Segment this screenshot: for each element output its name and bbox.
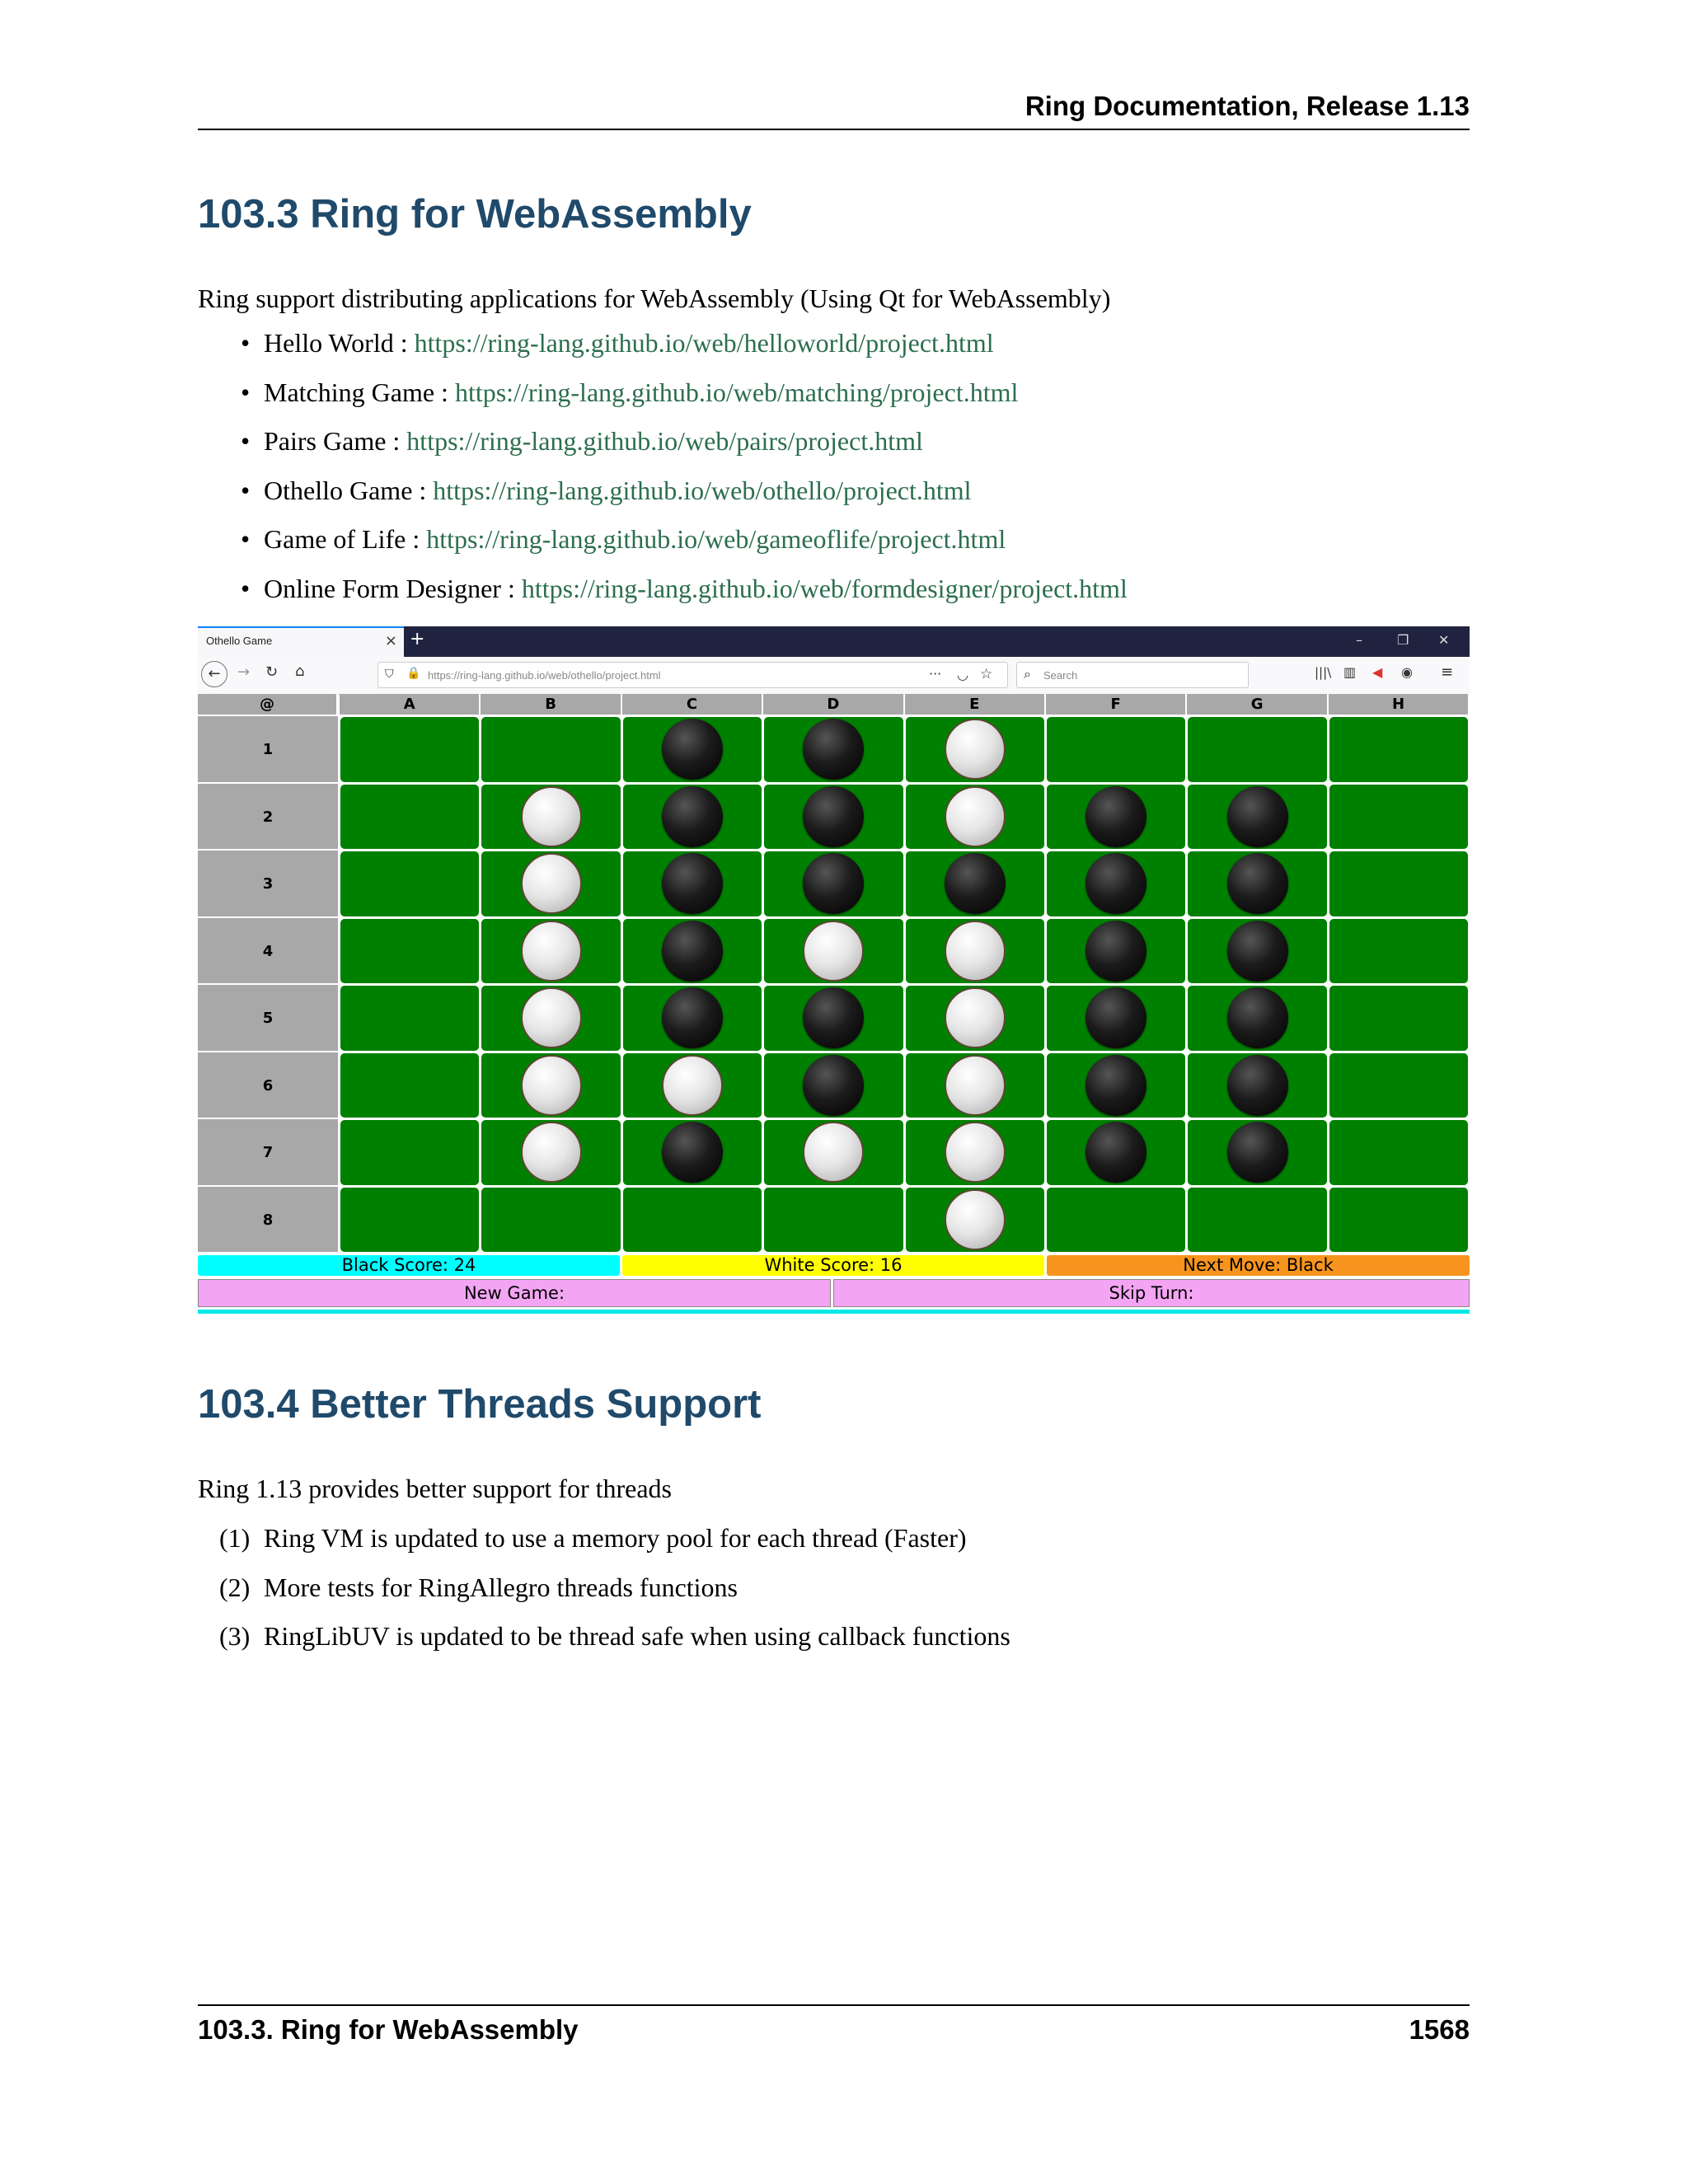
formdesigner-link[interactable]: https://ring-lang.github.io/web/formdesigner/project.html: [521, 573, 1128, 603]
board-cell-h4[interactable]: [1329, 919, 1468, 984]
page-number: 1568: [1409, 2014, 1470, 2045]
helloworld-link[interactable]: https://ring-lang.github.io/web/helloworld/project.html: [414, 328, 994, 358]
board-cell-c2[interactable]: [623, 785, 762, 850]
white-disc: [662, 1055, 723, 1116]
bottom-accent-line: [198, 1310, 1470, 1314]
column-header-a: A: [340, 694, 481, 715]
window-close-icon[interactable]: ✕: [1438, 632, 1450, 648]
library-icon[interactable]: |||\: [1315, 665, 1332, 680]
board-cell-a4[interactable]: [340, 919, 479, 984]
board-cell-b1[interactable]: [481, 717, 620, 782]
white-disc: [945, 1122, 1006, 1183]
board-cell-e7[interactable]: [906, 1120, 1044, 1185]
pocket-icon[interactable]: ◡: [957, 667, 968, 682]
webassembly-intro: Ring support distributing applications for WebAssembly (Using Qt for WebAssembly): [198, 284, 1111, 313]
address-bar[interactable]: [377, 662, 1008, 688]
black-disc: [803, 719, 864, 780]
list-item: • Online Form Designer : https://ring-lang.github.io/web/formdesigner/project.html: [241, 573, 1128, 603]
board-cell-b3[interactable]: [481, 851, 620, 916]
row-header-1: 1: [198, 716, 338, 784]
search-box[interactable]: [1016, 662, 1249, 688]
pairs-link[interactable]: https://ring-lang.github.io/web/pairs/project.html: [406, 426, 923, 456]
board-cell-c5[interactable]: [623, 986, 762, 1051]
board-cell-e3[interactable]: [906, 851, 1044, 916]
board-cell-h3[interactable]: [1329, 851, 1468, 916]
list-item: (2) More tests for RingAllegro threads functions: [219, 1572, 738, 1602]
threads-list: [198, 1523, 1010, 1671]
board-cell-g4[interactable]: [1188, 919, 1326, 984]
board-cell-a5[interactable]: [340, 986, 479, 1051]
board-cell-c7[interactable]: [623, 1120, 762, 1185]
board-cell-d4[interactable]: [764, 919, 903, 984]
row-header-2: 2: [198, 784, 338, 851]
white-disc: [803, 1122, 864, 1183]
forward-icon[interactable]: →: [237, 663, 251, 681]
board-cell-h1[interactable]: [1329, 717, 1468, 782]
bullet-icon: •: [241, 475, 251, 505]
sidebar-icon[interactable]: ▥: [1343, 664, 1357, 680]
browser-tab[interactable]: [198, 626, 404, 657]
board-cell-d5[interactable]: [764, 986, 903, 1051]
board-cell-b4[interactable]: [481, 919, 620, 984]
board-cell-d7[interactable]: [764, 1120, 903, 1185]
list-item: • Matching Game : https://ring-lang.github.io/web/matching/project.html: [241, 377, 1019, 407]
column-header-b: B: [481, 694, 621, 715]
bookmark-star-icon[interactable]: ☆: [980, 666, 993, 682]
bullet-icon: •: [241, 573, 251, 603]
board-cell-b7[interactable]: [481, 1120, 620, 1185]
board-cell-a3[interactable]: [340, 851, 479, 916]
menu-icon[interactable]: ≡: [1441, 663, 1454, 681]
bullet-icon: •: [241, 377, 251, 407]
row-header-6: 6: [198, 1052, 338, 1120]
row-header-8: 8: [198, 1187, 338, 1254]
home-icon[interactable]: ⌂: [295, 663, 305, 680]
board-cell-d3[interactable]: [764, 851, 903, 916]
board-cell-f3[interactable]: [1047, 851, 1185, 916]
board-cell-c3[interactable]: [623, 851, 762, 916]
board-cell-f1[interactable]: [1047, 717, 1185, 782]
black-disc: [1227, 786, 1288, 847]
black-disc: [803, 786, 864, 847]
minimize-icon[interactable]: –: [1356, 632, 1362, 648]
black-disc: [803, 987, 864, 1048]
list-item: • Hello World : https://ring-lang.github.io/web/helloworld/project.html: [241, 328, 994, 358]
skip-turn-button[interactable]: Skip Turn:: [833, 1279, 1470, 1307]
board-cell-h5[interactable]: [1329, 986, 1468, 1051]
othello-screenshot: [198, 626, 1470, 1314]
black-disc: [1085, 786, 1146, 847]
new-game-button[interactable]: New Game:: [198, 1279, 831, 1307]
black-score: Black Score: 24: [198, 1255, 620, 1276]
board-cell-h6[interactable]: [1329, 1053, 1468, 1118]
shield-icon: ⛉: [385, 668, 394, 681]
board-cell-e2[interactable]: [906, 785, 1044, 850]
black-disc: [1227, 921, 1288, 982]
black-disc: [1085, 1055, 1146, 1116]
board-cell-g2[interactable]: [1188, 785, 1326, 850]
bullet-icon: •: [241, 524, 251, 554]
new-tab-icon[interactable]: +: [410, 629, 425, 649]
board-cell-e4[interactable]: [906, 919, 1044, 984]
more-icon[interactable]: ···: [929, 666, 942, 682]
board-cell-e5[interactable]: [906, 986, 1044, 1051]
browser-nav-bar: [198, 657, 1470, 695]
next-move: Next Move: Black: [1047, 1255, 1470, 1276]
board-cell-e6[interactable]: [906, 1053, 1044, 1118]
tab-title: Othello Game: [206, 635, 273, 647]
board-cell-f6[interactable]: [1047, 1053, 1185, 1118]
board-cell-g8[interactable]: [1188, 1188, 1326, 1253]
corner-header: @: [198, 694, 338, 715]
black-disc: [662, 719, 723, 780]
page-header: [198, 91, 1470, 130]
page-footer: [198, 2004, 1470, 2046]
list-item: • Game of Life : https://ring-lang.github.io/web/gameoflife/project.html: [241, 524, 1006, 554]
threads-intro: Ring 1.13 provides better support for threads: [198, 1474, 672, 1503]
othello-link[interactable]: https://ring-lang.github.io/web/othello/project.html: [433, 475, 972, 505]
white-disc: [521, 1055, 582, 1116]
notification-icon[interactable]: ◀: [1372, 664, 1383, 680]
list-item: (1) Ring VM is updated to use a memory pool for each thread (Faster): [219, 1523, 967, 1553]
board-cell-a1[interactable]: [340, 717, 479, 782]
white-disc: [521, 1122, 582, 1183]
column-header-d: D: [763, 694, 904, 715]
board-cell-h2[interactable]: [1329, 785, 1468, 850]
row-header-5: 5: [198, 985, 338, 1052]
board-cell-c4[interactable]: [623, 919, 762, 984]
black-disc: [1085, 1122, 1146, 1183]
board-cell-b8[interactable]: [481, 1188, 620, 1253]
black-disc: [1085, 987, 1146, 1048]
board-cell-f7[interactable]: [1047, 1120, 1185, 1185]
board-cell-g7[interactable]: [1188, 1120, 1326, 1185]
board-cell-g3[interactable]: [1188, 851, 1326, 916]
board-cell-a7[interactable]: [340, 1120, 479, 1185]
white-score: White Score: 16: [622, 1255, 1044, 1276]
board-cell-c1[interactable]: [623, 717, 762, 782]
board-cell-h7[interactable]: [1329, 1120, 1468, 1185]
board-cell-e8[interactable]: [906, 1188, 1044, 1253]
white-disc: [803, 921, 864, 982]
black-disc: [1227, 1055, 1288, 1116]
matching-link[interactable]: https://ring-lang.github.io/web/matching/project.html: [454, 377, 1019, 407]
white-disc: [945, 921, 1006, 982]
row-header-4: 4: [198, 918, 338, 986]
black-disc: [662, 921, 723, 982]
board-cell-f8[interactable]: [1047, 1188, 1185, 1253]
black-disc: [662, 786, 723, 847]
running-title: Ring Documentation, Release 1.13: [1025, 91, 1470, 121]
black-disc: [1085, 853, 1146, 914]
black-disc: [1227, 987, 1288, 1048]
board-cell-d1[interactable]: [764, 717, 903, 782]
black-disc: [662, 853, 723, 914]
bullet-icon: •: [241, 426, 251, 456]
browser-tab-bar: [198, 626, 1470, 657]
board-cell-a6[interactable]: [340, 1053, 479, 1118]
black-disc: [803, 1055, 864, 1116]
column-header-e: E: [905, 694, 1046, 715]
column-header-g: G: [1187, 694, 1328, 715]
address-text: https://ring-lang.github.io/web/othello/project.html: [428, 669, 661, 682]
board-cell-g5[interactable]: [1188, 986, 1326, 1051]
board-cell-d8[interactable]: [764, 1188, 903, 1253]
column-header-f: F: [1046, 694, 1187, 715]
gameoflife-link[interactable]: https://ring-lang.github.io/web/gameoflife/project.html: [426, 524, 1006, 554]
bullet-icon: •: [241, 328, 251, 358]
board-cell-b5[interactable]: [481, 986, 620, 1051]
black-disc: [662, 1122, 723, 1183]
list-item: (3) RingLibUV is updated to be thread safe when using callback functions: [219, 1621, 1010, 1651]
board-cell-d6[interactable]: [764, 1053, 903, 1118]
black-disc: [1085, 921, 1146, 982]
list-item: • Pairs Game : https://ring-lang.github.io/web/pairs/project.html: [241, 426, 923, 456]
black-disc: [662, 987, 723, 1048]
white-disc: [945, 1055, 1006, 1116]
white-disc: [521, 786, 582, 847]
board-cell-f2[interactable]: [1047, 785, 1185, 850]
search-placeholder: Search: [1043, 669, 1078, 682]
board-cell-a2[interactable]: [340, 785, 479, 850]
white-disc: [945, 987, 1006, 1048]
close-icon[interactable]: ×: [384, 632, 397, 649]
white-disc: [945, 719, 1006, 780]
board-cell-e1[interactable]: [906, 717, 1044, 782]
black-disc: [1227, 853, 1288, 914]
white-disc: [521, 853, 582, 914]
account-icon[interactable]: ◉: [1401, 664, 1413, 680]
board-cell-b6[interactable]: [481, 1053, 620, 1118]
footer-section: 103.3. Ring for WebAssembly: [198, 2014, 579, 2045]
back-icon[interactable]: ←: [201, 661, 227, 687]
white-disc: [945, 1189, 1006, 1250]
board-cell-f5[interactable]: [1047, 986, 1185, 1051]
black-disc: [945, 853, 1006, 914]
board-cell-g6[interactable]: [1188, 1053, 1326, 1118]
white-disc: [521, 921, 582, 982]
row-header-7: 7: [198, 1119, 338, 1187]
board-cell-c8[interactable]: [623, 1188, 762, 1253]
search-icon: ⌕: [1024, 666, 1031, 682]
board-cell-b2[interactable]: [481, 785, 620, 850]
column-header-h: H: [1329, 694, 1470, 715]
board-cell-c6[interactable]: [623, 1053, 762, 1118]
reload-icon[interactable]: ↻: [265, 663, 279, 681]
restore-icon[interactable]: ❐: [1397, 632, 1409, 648]
webassembly-links-list: [198, 328, 1128, 622]
board-cell-f4[interactable]: [1047, 919, 1185, 984]
black-disc: [1227, 1122, 1288, 1183]
section-heading-threads: 103.4 Better Threads Support: [198, 1382, 762, 1427]
list-item: • Othello Game : https://ring-lang.github.io/web/othello/project.html: [241, 475, 972, 505]
white-disc: [521, 987, 582, 1048]
white-disc: [945, 786, 1006, 847]
board-cell-h8[interactable]: [1329, 1188, 1468, 1253]
lock-icon: 🔒: [406, 667, 421, 680]
board-cell-d2[interactable]: [764, 785, 903, 850]
board-cell-g1[interactable]: [1188, 717, 1326, 782]
section-heading-webassembly: 103.3 Ring for WebAssembly: [198, 192, 752, 237]
black-disc: [803, 853, 864, 914]
column-header-c: C: [622, 694, 763, 715]
row-header-3: 3: [198, 851, 338, 918]
board-cell-a8[interactable]: [340, 1188, 479, 1253]
